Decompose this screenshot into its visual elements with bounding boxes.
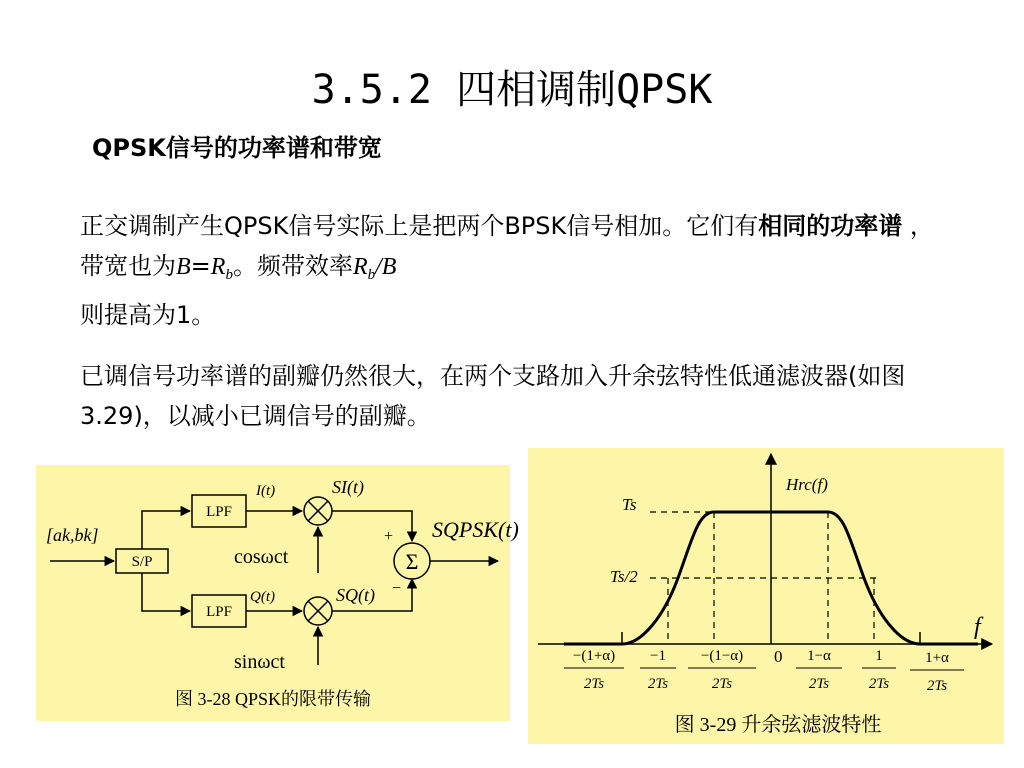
- input-label: [ak,bk]: [46, 525, 99, 545]
- lpf-top-block: LPF: [206, 504, 232, 520]
- figure-3-28-caption: 图 3-28 QPSK的限带传输: [174, 689, 372, 709]
- figure-3-29: [528, 448, 1004, 744]
- tick-4-num: 1−α: [807, 648, 831, 664]
- tick-6-den: 2Ts: [926, 678, 948, 694]
- p1-bold: 相同的功率谱: [758, 212, 903, 240]
- p1-text4: 则提高为1。: [80, 301, 216, 329]
- tick-5-num: 1: [875, 648, 883, 664]
- tick-3-den: 2Ts: [711, 676, 733, 692]
- tick-3-num: −(1−α): [700, 648, 744, 664]
- sp-block: S/P: [131, 554, 153, 570]
- plus-sign: +: [384, 528, 394, 545]
- minus-sign: −: [392, 580, 402, 597]
- p1-eq-rhs: R: [210, 254, 226, 280]
- q-label: Q(t): [250, 589, 275, 605]
- i-label: I(t): [256, 483, 276, 499]
- ts-label: Ts: [622, 495, 637, 514]
- tick-6-num: 1+α: [925, 650, 949, 666]
- p1-text3: 。频带效率: [232, 252, 353, 280]
- sin-carrier-label: sinωct: [234, 651, 285, 673]
- tick-5-den: 2Ts: [868, 676, 890, 692]
- slide-title: 3.5.2 四相调制QPSK: [311, 67, 713, 113]
- p1-eq-sub: b: [225, 267, 233, 283]
- tick-4-den: 2Ts: [808, 676, 830, 692]
- f-label: f: [974, 614, 981, 640]
- p1-text1: 正交调制产生QPSK信号实际上是把两个BPSK信号相加。它们有: [80, 212, 759, 240]
- ts-half-label: Ts/2: [610, 567, 638, 586]
- slide-subtitle: QPSK信号的功率谱和带宽: [92, 134, 382, 162]
- p1-ratio-slash: /: [375, 254, 382, 280]
- si-label: SI(t): [332, 477, 364, 497]
- lpf-bottom-block: LPF: [206, 604, 232, 620]
- p1-text2: ，带宽也为: [80, 212, 934, 280]
- tick-2-num: −1: [650, 648, 666, 664]
- output-label: SQPSK(t): [432, 517, 519, 542]
- p1-eq-sign: =: [190, 252, 211, 280]
- paragraph-1: [80, 206, 940, 335]
- p1-eq-lhs: B: [176, 254, 191, 280]
- qpsk-block-diagram: [36, 465, 519, 721]
- sq-label: SQ(t): [336, 585, 375, 605]
- tick-1-num: −(1+α): [572, 648, 616, 664]
- cos-carrier-label: cosωct: [234, 546, 289, 568]
- tick-1-den: 2Ts: [583, 676, 605, 692]
- p1-ratio-sub: b: [367, 267, 376, 283]
- sigma-icon: Σ: [405, 549, 419, 574]
- figure-3-28: [36, 465, 519, 721]
- tick-2-den: 2Ts: [647, 676, 669, 692]
- raised-cosine-plot: [528, 448, 1004, 744]
- y-axis-label: Hrc(f): [786, 475, 828, 494]
- p1-ratio-den: B: [381, 254, 397, 280]
- origin-label: 0: [774, 647, 783, 666]
- p1-ratio-num: R: [352, 254, 368, 280]
- figure-3-29-caption: 图 3-29 升余弦滤波特性: [674, 714, 882, 736]
- paragraph-2: 已调信号功率谱的副瓣仍然很大，在两个支路加入升余弦特性低通滤波器(如图3.29)，以减小已调信号的副瓣。: [80, 362, 906, 430]
